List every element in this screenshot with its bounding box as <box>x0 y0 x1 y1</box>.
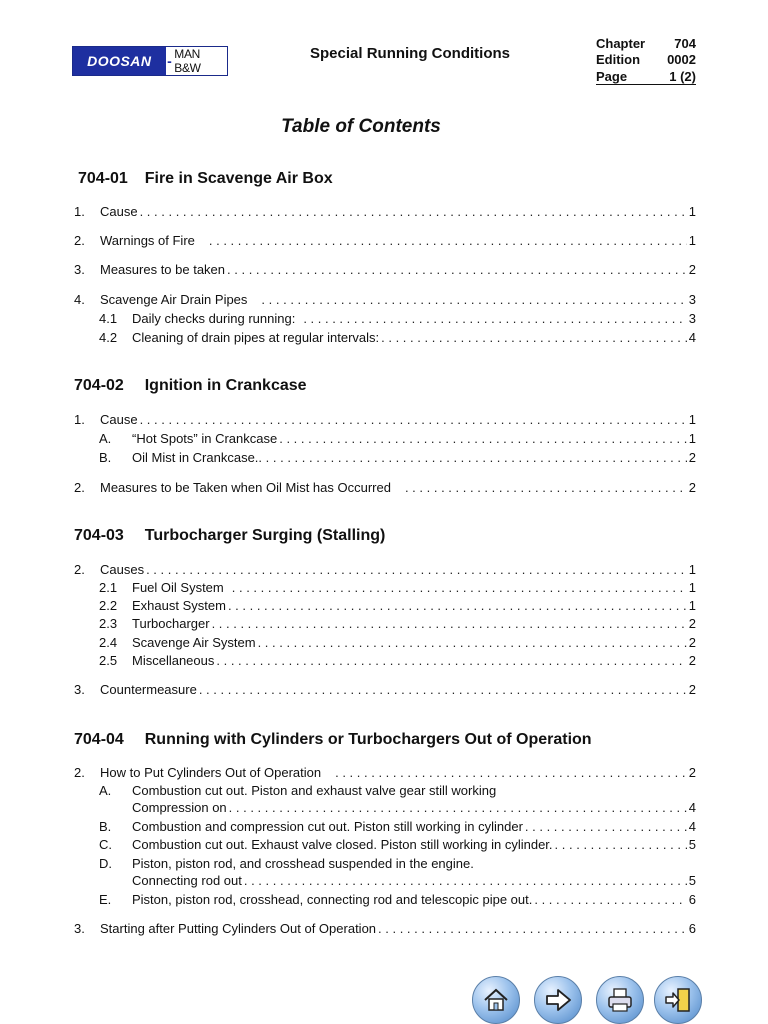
entry-label: “Hot Spots” in Crankcase <box>132 431 278 446</box>
toc-subentry[interactable] <box>132 873 696 889</box>
dot-leader <box>261 292 686 308</box>
entry-label-continued: Compression on <box>132 800 227 815</box>
section-title: Turbocharger Surging (Stalling) <box>144 527 386 544</box>
chapter-label: Chapter <box>596 36 646 51</box>
entry-label: Combustion cut out. Exhaust valve closed. Piston still working in cylinder. <box>132 837 553 852</box>
arrow-right-icon <box>543 985 573 1015</box>
entry-label: Piston, piston rod, crosshead, connecting rod and telescopic pipe out. <box>132 892 533 907</box>
entry-number: D. <box>99 856 112 871</box>
dot-leader <box>555 837 687 853</box>
entry-page: 2 <box>688 653 696 668</box>
entry-label: Scavenge Air System <box>132 635 256 650</box>
printer-icon <box>605 985 635 1015</box>
toc-title: Table of Contents <box>281 116 441 137</box>
toc-entry[interactable] <box>74 233 696 249</box>
page-label: Page <box>596 69 628 84</box>
entry-number: 2. <box>74 562 85 577</box>
toc-subentry[interactable] <box>99 598 696 614</box>
dot-leader <box>228 598 687 614</box>
entry-label: Cleaning of drain pipes at regular intervals: <box>132 330 380 345</box>
toc-subentry-first-line[interactable] <box>99 856 474 872</box>
entry-number: A. <box>99 783 112 798</box>
toc-entry[interactable] <box>74 682 696 698</box>
toc-subentry[interactable] <box>132 800 696 816</box>
entry-label-continued: Connecting rod out <box>132 873 242 888</box>
entry-number: 2. <box>74 765 85 780</box>
dot-leader <box>140 412 687 428</box>
dot-leader <box>209 233 687 249</box>
entry-number: B. <box>99 450 112 465</box>
entry-number: 3. <box>74 262 85 277</box>
dot-leader <box>303 311 686 327</box>
entry-number: 2.2 <box>99 598 118 613</box>
entry-page: 5 <box>688 873 696 888</box>
dot-leader <box>216 653 686 669</box>
entry-number: 2. <box>74 233 85 248</box>
toc-subentry[interactable] <box>99 653 696 669</box>
entry-label: Oil Mist in Crankcase. <box>132 450 259 465</box>
section-title: Ignition in Crankcase <box>144 377 307 394</box>
toc-subentry[interactable] <box>99 330 696 346</box>
dot-leader <box>227 262 687 278</box>
toc-entry[interactable] <box>74 480 696 496</box>
entry-page: 2 <box>688 616 696 631</box>
entry-number: 2.3 <box>99 616 118 631</box>
logo-brand: DOOSAN <box>73 47 166 75</box>
entry-number: 2.1 <box>99 580 118 595</box>
entry-label: Starting after Putting Cylinders Out of Operation <box>100 921 377 936</box>
entry-page: 2 <box>688 635 696 650</box>
exit-door-icon <box>663 985 693 1015</box>
entry-label: Combustion and compression cut out. Piston still working in cylinder <box>132 819 523 834</box>
entry-label: Daily checks during running: <box>132 311 296 326</box>
entry-page: 1 <box>688 562 696 577</box>
entry-label: Scavenge Air Drain Pipes <box>100 292 248 307</box>
entry-number: 2.5 <box>99 653 118 668</box>
entry-number: A. <box>99 431 112 446</box>
entry-page: 3 <box>688 311 696 326</box>
toc-entry[interactable] <box>74 921 696 937</box>
entry-page: 4 <box>688 800 696 815</box>
dot-leader <box>381 330 687 346</box>
entry-page: 2 <box>688 480 696 495</box>
home-icon <box>481 985 511 1015</box>
toc-entry[interactable] <box>74 412 696 428</box>
entry-page: 5 <box>688 837 696 852</box>
entry-number: 1. <box>74 204 85 219</box>
toc-subentry[interactable] <box>99 892 696 908</box>
dot-leader <box>229 800 687 816</box>
entry-label: Cause <box>100 204 138 219</box>
section-number: 704-01 <box>78 170 128 187</box>
dot-leader <box>378 921 687 937</box>
toc-subentry[interactable] <box>99 635 696 651</box>
entry-number: 4.2 <box>99 330 118 345</box>
page-value: 1 (2) <box>669 69 696 84</box>
dot-leader <box>212 616 687 632</box>
dot-leader <box>199 682 687 698</box>
entry-label: Combustion cut out. Piston and exhaust valve gear still working <box>132 783 497 798</box>
entry-number: 3. <box>74 682 85 697</box>
entry-page: 6 <box>688 892 696 907</box>
entry-page: 1 <box>688 233 696 248</box>
dot-leader <box>405 480 687 496</box>
toc-subentry[interactable] <box>99 819 696 835</box>
entry-label: Measures to be Taken when Oil Mist has Occurred <box>100 480 391 495</box>
entry-label: Cause <box>100 412 138 427</box>
toc-entry[interactable] <box>74 765 696 781</box>
dot-leader <box>140 204 687 220</box>
toc-subentry[interactable] <box>99 616 696 632</box>
toc-entry[interactable] <box>74 204 696 220</box>
entry-label: Miscellaneous <box>132 653 215 668</box>
toc-subentry-first-line[interactable] <box>99 783 496 799</box>
toc-entry[interactable] <box>74 292 696 308</box>
entry-page: 2 <box>688 682 696 697</box>
entry-page: 1 <box>688 580 696 595</box>
entry-label: Turbocharger <box>132 616 210 631</box>
entry-number: B. <box>99 819 112 834</box>
entry-number: 4.1 <box>99 311 118 326</box>
entry-page: 2 <box>688 765 696 780</box>
logo-separator: - <box>167 53 172 69</box>
entry-page: 1 <box>688 431 696 446</box>
dot-leader <box>232 580 687 596</box>
document-title: Special Running Conditions <box>310 45 510 62</box>
section-heading <box>78 170 333 188</box>
entry-page: 4 <box>688 819 696 834</box>
entry-page: 1 <box>688 412 696 427</box>
dot-leader <box>534 892 686 908</box>
section-number: 704-02 <box>74 377 124 394</box>
entry-number: E. <box>99 892 112 907</box>
entry-label: Warnings of Fire <box>100 233 195 248</box>
exit-button[interactable] <box>654 976 702 1024</box>
logo-sub-brand: MAN B&W <box>174 47 201 75</box>
section-title: Running with Cylinders or Turbochargers Out of Operation <box>144 731 592 748</box>
toc-subentry[interactable] <box>99 837 696 853</box>
entry-page: 6 <box>688 921 696 936</box>
entry-label: Fuel Oil System <box>132 580 224 595</box>
entry-label: Measures to be taken <box>100 262 226 277</box>
toc-entry[interactable] <box>74 262 696 278</box>
entry-page: 3 <box>688 292 696 307</box>
edition-label: Edition <box>596 52 641 67</box>
entry-page: 1 <box>688 598 696 613</box>
entry-label: Exhaust System <box>132 598 226 613</box>
dot-leader <box>146 562 687 578</box>
toc-subentry[interactable] <box>99 311 696 327</box>
doosan-logo <box>72 46 228 76</box>
entry-label: How to Put Cylinders Out of Operation <box>100 765 322 780</box>
edition-value: 0002 <box>667 52 696 67</box>
next-button[interactable] <box>534 976 582 1024</box>
entry-number: 2.4 <box>99 635 118 650</box>
entry-number: 1. <box>74 412 85 427</box>
entry-number: 4. <box>74 292 85 307</box>
section-heading <box>74 377 307 395</box>
entry-number: 3. <box>74 921 85 936</box>
toc-entry[interactable] <box>74 562 696 578</box>
print-button[interactable] <box>596 976 644 1024</box>
entry-page: 2 <box>688 262 696 277</box>
page-row <box>596 69 696 86</box>
chapter-row <box>596 36 696 53</box>
entry-label: Causes <box>100 562 145 577</box>
entry-page: 1 <box>688 204 696 219</box>
toc-subentry[interactable] <box>99 580 696 596</box>
dot-leader <box>279 431 687 447</box>
entry-label: Countermeasure <box>100 682 197 697</box>
section-number: 704-03 <box>74 527 124 544</box>
entry-page: 2 <box>688 450 696 465</box>
entry-number: C. <box>99 837 112 852</box>
entry-page: 4 <box>688 330 696 345</box>
dot-leader <box>525 819 687 835</box>
entry-label: Piston, piston rod, and crosshead suspended in the engine. <box>132 856 474 871</box>
dot-leader <box>335 765 687 781</box>
section-number: 704-04 <box>74 731 124 748</box>
dot-leader <box>244 873 687 889</box>
toc-subentry[interactable] <box>99 431 696 447</box>
dot-leader <box>258 635 687 651</box>
section-heading <box>74 731 592 749</box>
dot-leader <box>258 450 686 466</box>
edition-row <box>596 52 696 69</box>
toc-subentry[interactable] <box>99 450 696 466</box>
section-title: Fire in Scavenge Air Box <box>144 170 333 187</box>
section-heading <box>74 527 385 545</box>
chapter-value: 704 <box>674 36 696 51</box>
entry-number: 2. <box>74 480 85 495</box>
home-button[interactable] <box>472 976 520 1024</box>
